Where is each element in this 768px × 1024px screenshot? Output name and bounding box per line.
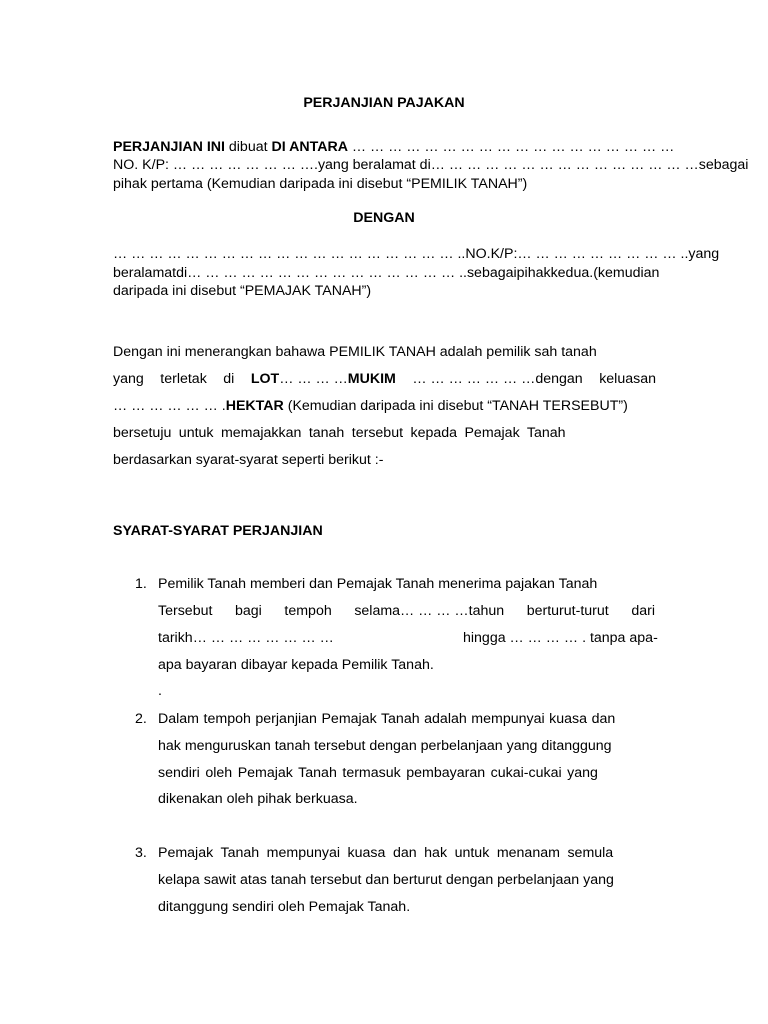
clause-1-line-2-c: tempoh <box>284 603 332 619</box>
clause-1-line-4: apa bayaran dibayar kepada Pemilik Tanah. <box>158 657 434 673</box>
party2-line-3: daripada ini disebut “PEMAJAK TANAH”) <box>113 283 372 299</box>
clause-1-line-3-a: tarikh… … … … … … … … <box>158 630 334 646</box>
body-lot <box>251 370 396 388</box>
clause-1-line-1: Pemilik Tanah memberi dan Pemajak Tanah menerima pajakan Tanah <box>158 576 598 592</box>
clause-3-line-1: Pemajak Tanah mempunyai kuasa dan hak untuk menanam semula <box>158 845 614 861</box>
clause-2-line-4: dikenakan oleh pihak berkuasa. <box>158 791 358 807</box>
hektar-label: HEKTAR <box>225 398 284 414</box>
intro-line-3: pihak pertama (Kemudian daripada ini disebut “PEMILIK TANAH”) <box>113 176 528 192</box>
body-line-2-c: di <box>223 371 235 387</box>
intro-bold-2: DI ANTARA <box>271 139 348 155</box>
clause-3-number: 3. <box>135 845 147 861</box>
clause-2-line-2: hak menguruskan tanah tersebut dengan perbelanjaan yang ditanggung <box>158 738 612 754</box>
clause-2-number: 2. <box>135 711 147 727</box>
clause-1-line-5: . <box>158 683 162 699</box>
clause-1-number: 1. <box>135 576 147 592</box>
hektar-blank: … … … … … … . <box>113 398 226 414</box>
clause-1-line-2 <box>158 602 655 620</box>
body-line-4: bersetuju untuk memajakkan tanah tersebut kepada Pemajak Tanah <box>113 425 566 441</box>
document-title: PERJANJIAN PAJAKAN <box>303 95 465 111</box>
party2-line-1-a: … … … … … … … … … … … … … … … … … … … .. <box>113 246 466 262</box>
clause-2-line-3: sendiri oleh Pemajak Tanah termasuk pembayaran cukai-cukai yang <box>158 765 598 781</box>
intro-line-2 <box>113 156 749 174</box>
clause-1-line-2-d: selama… … … …tahun <box>354 603 505 619</box>
intro-text-2: … … … … … … … … … … … … … … … … … … <box>347 139 675 155</box>
party2-line-2-d: kedua. <box>550 265 594 281</box>
dengan-heading: DENGAN <box>353 210 415 226</box>
clause-1-line-2-a: Tersebut <box>158 603 213 619</box>
party2-line-1-c: K/P:… … … … … … … … … ..yang <box>490 246 720 262</box>
clause-1-line-2-b: bagi <box>235 603 262 619</box>
body-line-3 <box>113 397 628 415</box>
body-line-2-a: yang <box>113 371 144 387</box>
party2-line-2-b: di… … … … … … … … … … … … … … … ..sebagai <box>176 265 517 281</box>
section-heading: SYARAT-SYARAT PERJANJIAN <box>113 523 323 539</box>
clause-1-line-3-b: hingga … … … … . tanpa apa- <box>463 630 658 646</box>
intro-line-2-a: NO. K/P: … … … … … … … ….yang beralamat di… … … … … … … … … … … … … … … <box>113 157 699 173</box>
lot-blank: … … … … <box>279 371 348 387</box>
party2-line-2-c: pihak <box>516 265 551 281</box>
lot-label: LOT <box>250 371 280 387</box>
clause-3-line-3: ditanggung sendiri oleh Pemajak Tanah. <box>158 899 411 915</box>
clause-1-line-2-f: dari <box>631 603 655 619</box>
party2-line-2-e: (kemudian <box>593 265 660 281</box>
body-line-1: Dengan ini menerangkan bahawa PEMILIK TANAH adalah pemilik sah tanah <box>113 344 597 360</box>
clause-2-line-1: Dalam tempoh perjanjian Pemajak Tanah adalah mempunyai kuasa dan <box>158 711 616 727</box>
party2-line-2 <box>113 264 660 282</box>
body-line-2 <box>113 370 656 388</box>
clause-1-line-2-e: berturut-turut <box>526 603 609 619</box>
mukim-label: MUKIM <box>347 371 396 387</box>
party2-line-2-a: beralamat <box>113 265 177 281</box>
body-line-3-c: (Kemudian daripada ini disebut “TANAH TERSEBUT”) <box>283 398 628 414</box>
party2-line-1 <box>113 245 720 263</box>
party2-line-1-b: NO. <box>465 246 491 262</box>
body-line-2-g: keluasan <box>599 371 656 387</box>
clause-3-line-2: kelapa sawit atas tanah tersebut dan berturut dengan perbelanjaan yang <box>158 872 614 888</box>
body-line-2-f: … … … … … … …dengan <box>412 371 583 387</box>
intro-text-1: dibuat <box>224 139 272 155</box>
body-line-5: berdasarkan syarat-syarat seperti berikut :- <box>113 452 384 468</box>
intro-line-1 <box>113 138 674 156</box>
body-line-2-b: terletak <box>160 371 207 387</box>
intro-bold-1: PERJANJIAN INI <box>113 139 225 155</box>
intro-line-2-b: sebagai <box>698 157 749 173</box>
